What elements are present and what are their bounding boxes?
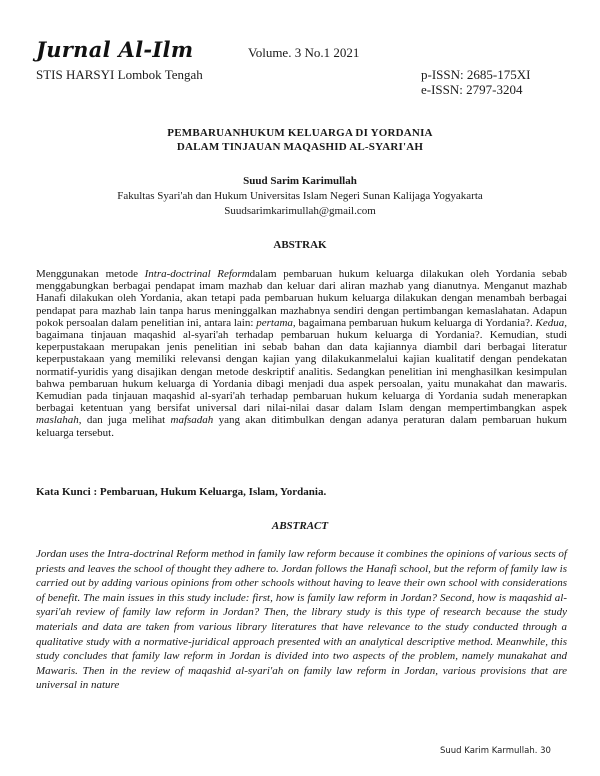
abstract-heading: ABSTRACT — [271, 520, 329, 532]
journal-volume: Volume. 3 No.1 2021 — [248, 45, 360, 60]
paper-title-line-2: DALAM TINJAUAN MAQASHID AL-SYARI'AH — [176, 141, 424, 153]
journal-logo: Jurnal Al-Ilm — [36, 37, 194, 62]
p-issn: p-ISSN: 2685-175XI — [421, 67, 531, 82]
abstract-body: Jordan uses the Intra-doctrinal Reform method in family law reform because it combines the opinions of various sects of priests and leaves the school of thought they adhere to. Jordan follows the Hanafi school, but the reform of family law is carried out by adding various opinions from other schools without having to leave their own school with considerations of benefit. The main issues in this study include: first, how is family law reform in Jordan? Second, how is maqashid al-syari'ah review of family law reform in Jordan? Then, the library study is this type of research because the study materials and data are taken from various library literatures that have relevance to the study conducted through a qualitative study with a normative-juridical approach presented with an analytical descriptive method. Meanwhile, this study concludes that family law reform in Jordan is divided into two aspects of the problem, namely munakahat and Mawaris. Then in the review of maqashid al-syari'ah on family law reform in Jordan, various provisions that are universal in nature — [36, 548, 567, 692]
page-footer: Suud Karim Karmullah. 30 — [440, 746, 551, 756]
institution-name: STIS HARSYI Lombok Tengah — [36, 67, 203, 82]
paper-title-line-1: PEMBARUANHUKUM KELUARGA DI YORDANIA — [167, 127, 433, 139]
e-issn: e-ISSN: 2797-3204 — [421, 82, 523, 97]
author-affiliation: Fakultas Syari'ah dan Hukum Universitas Islam Negeri Sunan Kalijaga Yogyakarta — [117, 190, 483, 202]
author-email[interactable]: Suudsarimkarimullah@gmail.com — [224, 205, 376, 217]
author-name: Suud Sarim Karimullah — [243, 175, 357, 187]
abstrak-heading: ABSTRAK — [273, 239, 327, 251]
keywords: Kata Kunci : Pembaruan, Hukum Keluarga, Islam, Yordania. — [36, 486, 327, 498]
abstrak-body: Menggunakan metode Intra-doctrinal Reformdalam pembaruan hukum keluarga dilakukan oleh Yordania sebab menggabungkan berbagai pendapat imam mazhab dan keluar dari aliran mazhab yang dianutnya. Menganut mazhab Hanafi dilakukan oleh Yordania, akan tetapi pada pembaruan hukum keluarga dilakukan dengan menambah berbagai pendapat para mazhab lain tanpa harus meninggalkan mazhabnya sendiri dengan pertimbangan kemaslahatan. Adapun pokok persoalan dalam penelitian ini, antara lain: pertama, bagaimana pembaruan hukum keluarga di Yordania?. Kedua, bagaimana tinjauan maqashid al-syari'ah terhadap pembaruan hukum keluarga di Yordania?. Kemudian, studi keperpustakaan merupakan jenis penelitian ini sebab bahan dan data kajiannya diambil dari berbagai literatur keperpustakaan yang memiliki relevansi dengan kajian yang dilakukanmelalui kajian kualitatif dengan pendekatan normatif-yuridis yang disajikan dengan metode deskriptif analitis. Sedangkan penelitian ini menghasilkan kesimpulan bahwa pembaruan hukum keluarga di Yordania dibagi menjadi dua aspek persoalan, yaitu munakahat dan mawaris. Kemudian pada tinjauan maqashid al-syari'ah terhadap pembaruan hukum keluarga di Yordania sudah menerapkan berbagai ketentuan yang bersifat universal dari nilai-nilai dasar dalam Islam dengan mempertimbangkan aspek maslahah, dan juga melihat mafsadah yang akan ditimbulkan dengan adanya peraturan dalam pembaruan hukum keluarga tersebut. — [36, 268, 568, 439]
